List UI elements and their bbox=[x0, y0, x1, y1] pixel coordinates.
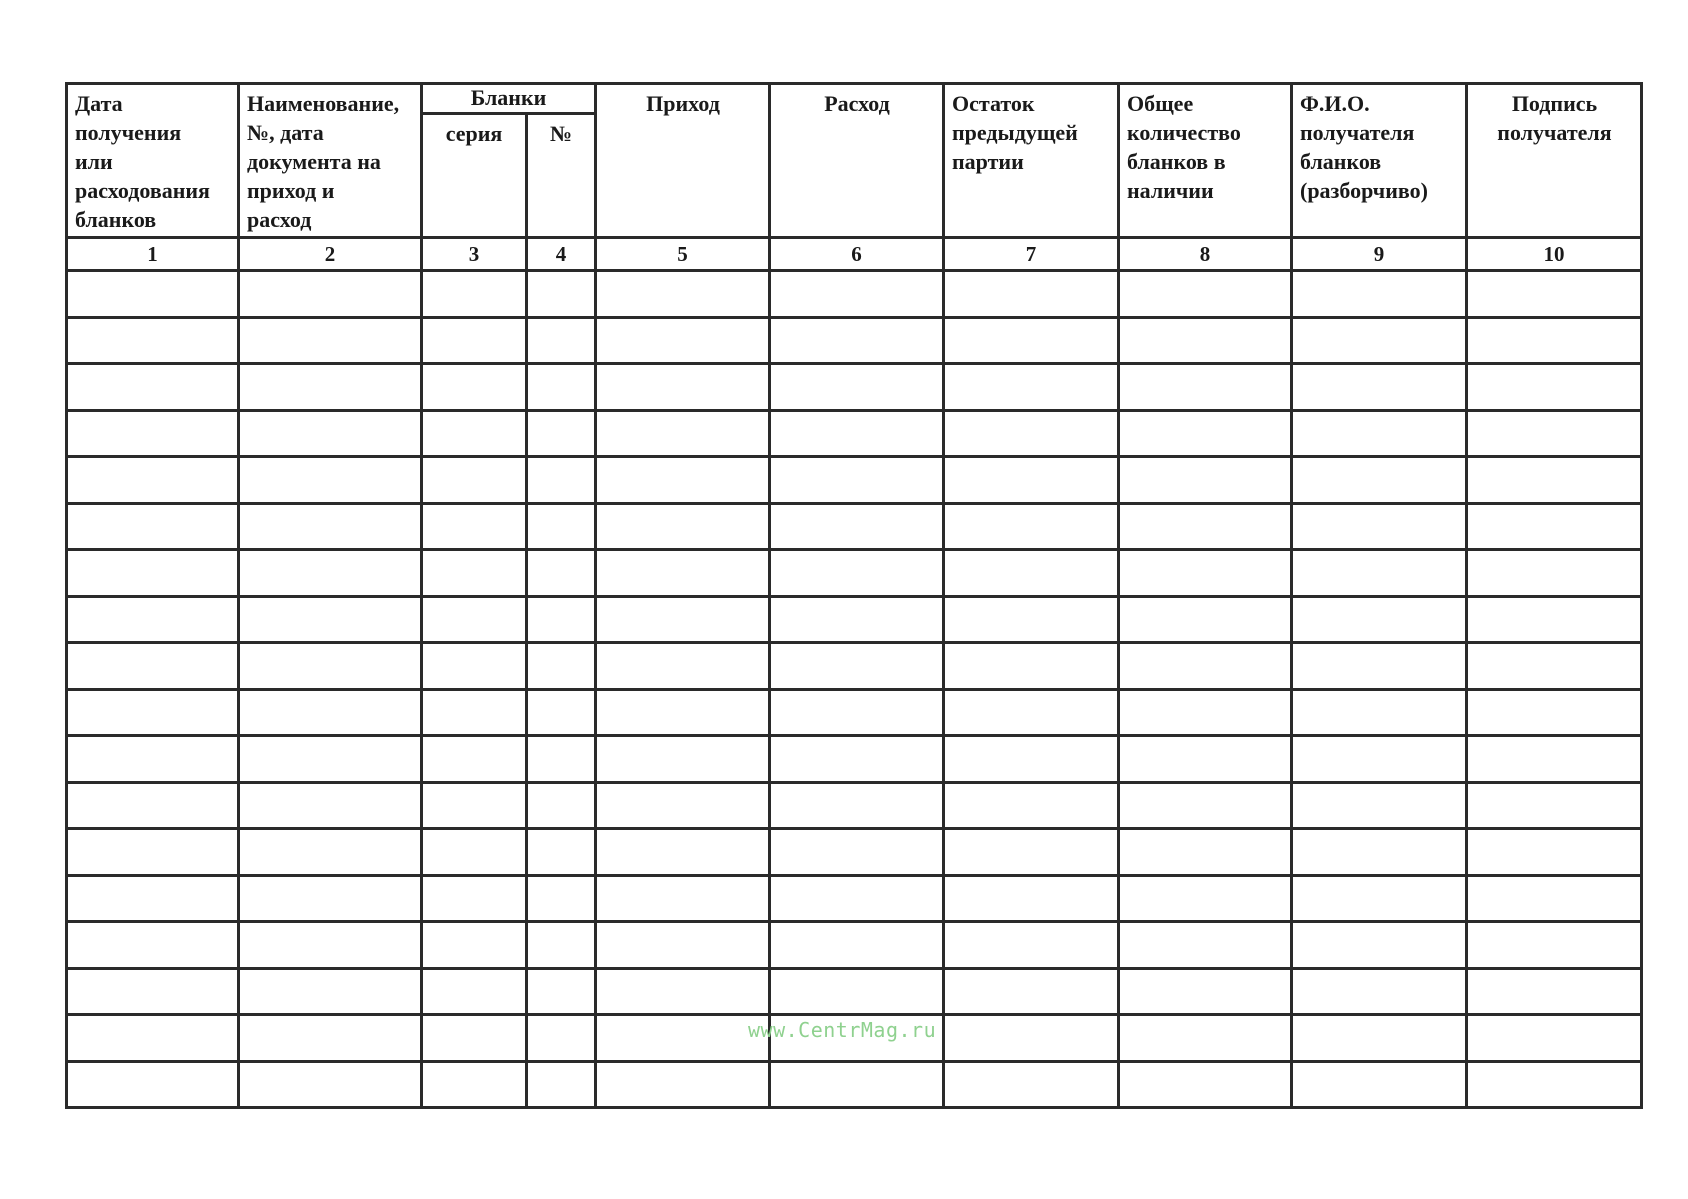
table-cell[interactable] bbox=[944, 782, 1119, 829]
table-cell[interactable] bbox=[67, 317, 239, 364]
table-cell[interactable] bbox=[239, 596, 422, 643]
table-cell[interactable] bbox=[770, 968, 944, 1015]
table-cell[interactable] bbox=[596, 736, 770, 783]
table-cell[interactable] bbox=[239, 410, 422, 457]
table-cell[interactable] bbox=[239, 503, 422, 550]
table-cell[interactable] bbox=[527, 1015, 596, 1062]
table-cell[interactable] bbox=[527, 457, 596, 504]
table-cell[interactable] bbox=[1292, 503, 1467, 550]
table-row bbox=[67, 596, 1642, 643]
table-cell[interactable] bbox=[239, 643, 422, 690]
table-cell[interactable] bbox=[596, 410, 770, 457]
table-cell[interactable] bbox=[527, 317, 596, 364]
table-cell[interactable] bbox=[527, 550, 596, 597]
table-row bbox=[67, 689, 1642, 736]
table-row bbox=[67, 643, 1642, 690]
table-cell[interactable] bbox=[944, 968, 1119, 1015]
column-number: 6 bbox=[770, 238, 944, 271]
table-cell[interactable] bbox=[67, 503, 239, 550]
table-row bbox=[67, 457, 1642, 504]
column-number: 4 bbox=[527, 238, 596, 271]
table-cell[interactable] bbox=[596, 782, 770, 829]
table-cell[interactable] bbox=[1467, 550, 1642, 597]
table-cell[interactable] bbox=[1292, 782, 1467, 829]
header-expense: Расход bbox=[770, 84, 944, 238]
table-cell[interactable] bbox=[422, 829, 527, 876]
table-cell[interactable] bbox=[422, 364, 527, 411]
table-cell[interactable] bbox=[1292, 689, 1467, 736]
table-cell[interactable] bbox=[1467, 317, 1642, 364]
table-cell[interactable] bbox=[1292, 271, 1467, 318]
table-cell[interactable] bbox=[770, 1061, 944, 1108]
table-cell[interactable] bbox=[1119, 922, 1292, 969]
table-row bbox=[67, 782, 1642, 829]
table-cell[interactable] bbox=[1292, 550, 1467, 597]
table-row bbox=[67, 271, 1642, 318]
table-cell[interactable] bbox=[1119, 1015, 1292, 1062]
table-cell[interactable] bbox=[944, 922, 1119, 969]
table-row bbox=[67, 968, 1642, 1015]
table-cell[interactable] bbox=[1467, 596, 1642, 643]
table-cell[interactable] bbox=[67, 875, 239, 922]
table-cell[interactable] bbox=[1292, 410, 1467, 457]
table-cell[interactable] bbox=[1292, 829, 1467, 876]
table-cell[interactable] bbox=[770, 736, 944, 783]
table-cell[interactable] bbox=[422, 922, 527, 969]
table-cell[interactable] bbox=[1292, 364, 1467, 411]
table-cell[interactable] bbox=[527, 875, 596, 922]
table-cell[interactable] bbox=[770, 689, 944, 736]
column-number: 10 bbox=[1467, 238, 1642, 271]
table-cell[interactable] bbox=[1467, 922, 1642, 969]
table-cell[interactable] bbox=[422, 550, 527, 597]
table-row bbox=[67, 875, 1642, 922]
table-cell[interactable] bbox=[527, 596, 596, 643]
table-cell[interactable] bbox=[239, 875, 422, 922]
table-cell[interactable] bbox=[239, 317, 422, 364]
table-cell[interactable] bbox=[1467, 271, 1642, 318]
watermark: www.CentrMag.ru bbox=[748, 1018, 937, 1042]
table-cell[interactable] bbox=[770, 922, 944, 969]
table-cell[interactable] bbox=[527, 829, 596, 876]
table-cell[interactable] bbox=[596, 875, 770, 922]
table-cell[interactable] bbox=[1292, 317, 1467, 364]
table-cell[interactable] bbox=[944, 1061, 1119, 1108]
header-previous-balance: Остаток предыдущей партии bbox=[944, 84, 1119, 238]
table-cell[interactable] bbox=[67, 829, 239, 876]
table-cell[interactable] bbox=[239, 968, 422, 1015]
table-cell[interactable] bbox=[1292, 922, 1467, 969]
table-cell[interactable] bbox=[1119, 689, 1292, 736]
table-cell[interactable] bbox=[1119, 875, 1292, 922]
table-cell[interactable] bbox=[239, 782, 422, 829]
table-row bbox=[67, 503, 1642, 550]
table-cell[interactable] bbox=[596, 364, 770, 411]
table-cell[interactable] bbox=[527, 782, 596, 829]
table-cell[interactable] bbox=[239, 736, 422, 783]
table-cell[interactable] bbox=[67, 550, 239, 597]
table-cell[interactable] bbox=[944, 503, 1119, 550]
table-cell[interactable] bbox=[67, 410, 239, 457]
table-cell[interactable] bbox=[422, 875, 527, 922]
table-cell[interactable] bbox=[67, 457, 239, 504]
table-cell[interactable] bbox=[527, 689, 596, 736]
header-number: № bbox=[527, 114, 596, 238]
table-row bbox=[67, 736, 1642, 783]
table-cell[interactable] bbox=[527, 503, 596, 550]
table-cell[interactable] bbox=[1467, 410, 1642, 457]
table-cell[interactable] bbox=[67, 1015, 239, 1062]
table-cell[interactable] bbox=[944, 689, 1119, 736]
table-cell[interactable] bbox=[1467, 1015, 1642, 1062]
table-cell[interactable] bbox=[422, 782, 527, 829]
table-cell[interactable] bbox=[239, 689, 422, 736]
table-cell[interactable] bbox=[770, 271, 944, 318]
table-cell[interactable] bbox=[1292, 1061, 1467, 1108]
column-number: 9 bbox=[1292, 238, 1467, 271]
table-cell[interactable] bbox=[1119, 596, 1292, 643]
table-cell[interactable] bbox=[596, 968, 770, 1015]
table-cell[interactable] bbox=[67, 596, 239, 643]
table-row bbox=[67, 364, 1642, 411]
table-cell[interactable] bbox=[1119, 643, 1292, 690]
table-cell[interactable] bbox=[422, 457, 527, 504]
table-cell[interactable] bbox=[1467, 782, 1642, 829]
table-cell[interactable] bbox=[422, 271, 527, 318]
table-cell[interactable] bbox=[1119, 457, 1292, 504]
table-cell[interactable] bbox=[527, 968, 596, 1015]
table-cell[interactable] bbox=[944, 643, 1119, 690]
table-cell[interactable] bbox=[1119, 503, 1292, 550]
table-cell[interactable] bbox=[422, 503, 527, 550]
table-cell[interactable] bbox=[596, 922, 770, 969]
table-cell[interactable] bbox=[1467, 829, 1642, 876]
table-cell[interactable] bbox=[1119, 829, 1292, 876]
table-cell[interactable] bbox=[596, 1015, 770, 1062]
table-cell[interactable] bbox=[596, 550, 770, 597]
table-cell[interactable] bbox=[527, 410, 596, 457]
table-cell[interactable] bbox=[1467, 875, 1642, 922]
table-cell[interactable] bbox=[239, 829, 422, 876]
table-cell[interactable] bbox=[1119, 736, 1292, 783]
table-cell[interactable] bbox=[422, 317, 527, 364]
table-cell[interactable] bbox=[1119, 364, 1292, 411]
table-cell[interactable] bbox=[1467, 689, 1642, 736]
table-cell[interactable] bbox=[770, 875, 944, 922]
table-cell[interactable] bbox=[944, 550, 1119, 597]
column-number: 3 bbox=[422, 238, 527, 271]
table-cell[interactable] bbox=[67, 689, 239, 736]
column-number: 7 bbox=[944, 238, 1119, 271]
table-cell[interactable] bbox=[944, 410, 1119, 457]
table-cell[interactable] bbox=[422, 1061, 527, 1108]
table-cell[interactable] bbox=[527, 364, 596, 411]
table-row bbox=[67, 317, 1642, 364]
table-cell[interactable] bbox=[1292, 596, 1467, 643]
table-cell[interactable] bbox=[944, 1015, 1119, 1062]
table-cell[interactable] bbox=[1292, 968, 1467, 1015]
table-cell[interactable] bbox=[770, 410, 944, 457]
table-cell[interactable] bbox=[770, 364, 944, 411]
table-cell[interactable] bbox=[67, 736, 239, 783]
table-cell[interactable] bbox=[1467, 643, 1642, 690]
table-cell[interactable] bbox=[770, 457, 944, 504]
table-cell[interactable] bbox=[422, 968, 527, 1015]
table-cell[interactable] bbox=[596, 457, 770, 504]
table-cell[interactable] bbox=[1119, 968, 1292, 1015]
table-row bbox=[67, 829, 1642, 876]
table-cell[interactable] bbox=[944, 271, 1119, 318]
table-cell[interactable] bbox=[1119, 550, 1292, 597]
table-cell[interactable] bbox=[67, 364, 239, 411]
column-number: 2 bbox=[239, 238, 422, 271]
table-row bbox=[67, 922, 1642, 969]
table-cell[interactable] bbox=[527, 643, 596, 690]
header-date: Дата получения или расходования бланков bbox=[67, 84, 239, 238]
table-cell[interactable] bbox=[770, 503, 944, 550]
table-cell[interactable] bbox=[422, 689, 527, 736]
table-row bbox=[67, 410, 1642, 457]
table-cell[interactable] bbox=[1467, 364, 1642, 411]
column-number: 5 bbox=[596, 238, 770, 271]
table-cell[interactable] bbox=[239, 550, 422, 597]
ledger-table bbox=[65, 82, 1643, 1109]
table-cell[interactable] bbox=[1292, 875, 1467, 922]
table-cell[interactable] bbox=[1119, 317, 1292, 364]
table-cell[interactable] bbox=[944, 736, 1119, 783]
table-cell[interactable] bbox=[944, 317, 1119, 364]
table-cell[interactable] bbox=[1119, 782, 1292, 829]
header-total-available: Общее количество бланков в наличии bbox=[1119, 84, 1292, 238]
header-income: Приход bbox=[596, 84, 770, 238]
table-cell[interactable] bbox=[527, 736, 596, 783]
table-cell[interactable] bbox=[944, 364, 1119, 411]
table-cell[interactable] bbox=[422, 596, 527, 643]
table-cell[interactable] bbox=[1119, 410, 1292, 457]
column-number-row bbox=[67, 238, 1642, 271]
table-cell[interactable] bbox=[239, 1061, 422, 1108]
table-cell[interactable] bbox=[596, 503, 770, 550]
table-cell[interactable] bbox=[596, 829, 770, 876]
table-cell[interactable] bbox=[770, 550, 944, 597]
table-cell[interactable] bbox=[596, 643, 770, 690]
header-document: Наименование, №, дата документа на приход и расход bbox=[239, 84, 422, 238]
table-cell[interactable] bbox=[422, 1015, 527, 1062]
table-cell[interactable] bbox=[1292, 736, 1467, 783]
table-cell[interactable] bbox=[527, 1061, 596, 1108]
table-cell[interactable] bbox=[770, 782, 944, 829]
table-cell[interactable] bbox=[770, 596, 944, 643]
table-cell[interactable] bbox=[596, 271, 770, 318]
table-cell[interactable] bbox=[770, 317, 944, 364]
table-cell[interactable] bbox=[1292, 457, 1467, 504]
table-cell[interactable] bbox=[1467, 736, 1642, 783]
table-cell[interactable] bbox=[596, 317, 770, 364]
table-cell[interactable] bbox=[67, 1061, 239, 1108]
table-cell[interactable] bbox=[596, 596, 770, 643]
table-cell[interactable] bbox=[1292, 1015, 1467, 1062]
table-cell[interactable] bbox=[596, 689, 770, 736]
table-cell[interactable] bbox=[67, 643, 239, 690]
header-group-blanks: Бланки bbox=[422, 84, 596, 114]
table-cell[interactable] bbox=[1467, 503, 1642, 550]
table-cell[interactable] bbox=[1119, 1061, 1292, 1108]
table-cell[interactable] bbox=[527, 271, 596, 318]
column-number: 8 bbox=[1119, 238, 1292, 271]
table-row bbox=[67, 1061, 1642, 1108]
table-cell[interactable] bbox=[1467, 1061, 1642, 1108]
table-cell[interactable] bbox=[1467, 968, 1642, 1015]
table-cell[interactable] bbox=[239, 1015, 422, 1062]
table-cell[interactable] bbox=[239, 271, 422, 318]
table-cell[interactable] bbox=[67, 922, 239, 969]
table-cell[interactable] bbox=[770, 643, 944, 690]
column-number: 1 bbox=[67, 238, 239, 271]
table-cell[interactable] bbox=[67, 782, 239, 829]
table-cell[interactable] bbox=[422, 410, 527, 457]
table-cell[interactable] bbox=[596, 1061, 770, 1108]
table-cell[interactable] bbox=[944, 457, 1119, 504]
table-cell[interactable] bbox=[239, 364, 422, 411]
table-cell[interactable] bbox=[944, 596, 1119, 643]
header-recipient-signature: Подпись получателя bbox=[1467, 84, 1642, 238]
table-cell[interactable] bbox=[1119, 271, 1292, 318]
table-row bbox=[67, 550, 1642, 597]
table-cell[interactable] bbox=[944, 875, 1119, 922]
table-cell[interactable] bbox=[239, 922, 422, 969]
table-cell[interactable] bbox=[422, 736, 527, 783]
table-cell[interactable] bbox=[1467, 457, 1642, 504]
header-series: серия bbox=[422, 114, 527, 238]
table-cell[interactable] bbox=[944, 829, 1119, 876]
table-cell[interactable] bbox=[239, 457, 422, 504]
table-cell[interactable] bbox=[527, 922, 596, 969]
ledger-body bbox=[67, 271, 1642, 1108]
table-cell[interactable] bbox=[67, 271, 239, 318]
table-cell[interactable] bbox=[770, 829, 944, 876]
table-cell[interactable] bbox=[67, 968, 239, 1015]
table-cell[interactable] bbox=[1292, 643, 1467, 690]
header-recipient-name: Ф.И.О. получателя бланков (разборчиво) bbox=[1292, 84, 1467, 238]
table-cell[interactable] bbox=[422, 643, 527, 690]
